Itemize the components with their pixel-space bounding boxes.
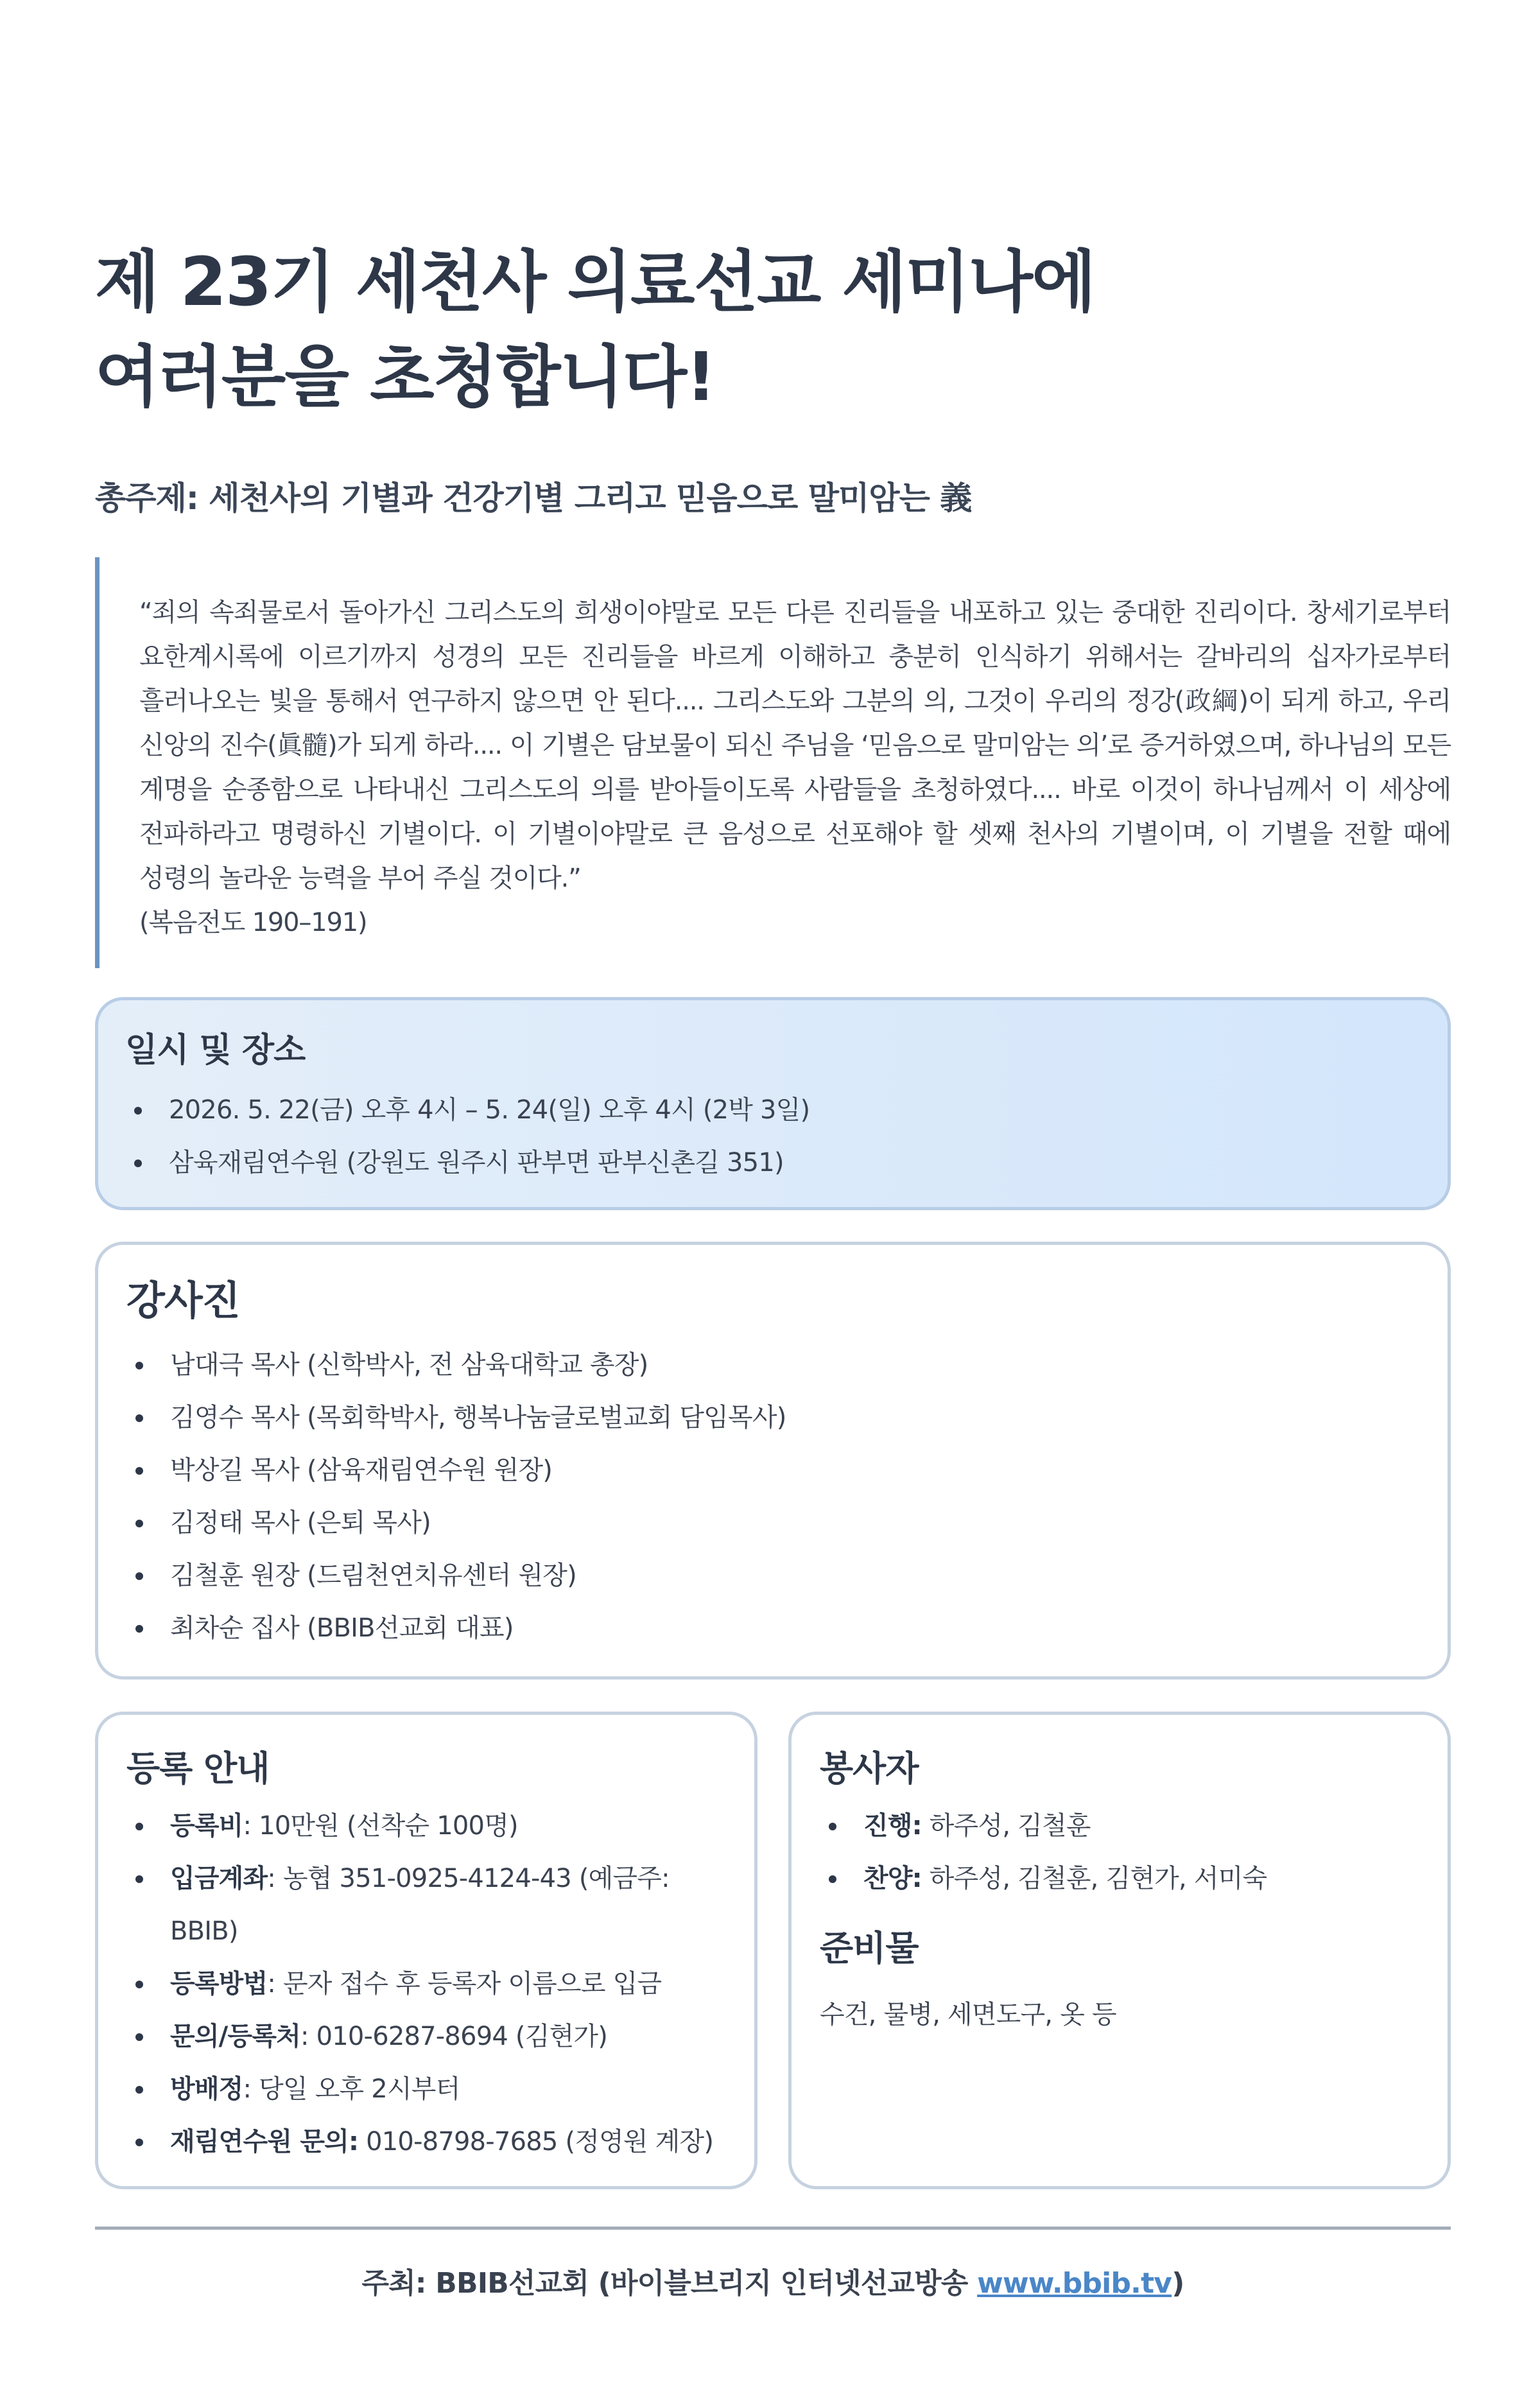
item-label: 문의/등록처 [170, 2022, 301, 2051]
item-label: 재림연수원 문의: [170, 2127, 359, 2157]
list-item [820, 1800, 1448, 1852]
footer-organizer: 주최: BBIB선교회 (바이블브리지 인터넷선교방송 [361, 2267, 978, 2300]
list-item: 최차순 집사 (BBIB선교회 대표) [126, 1602, 1448, 1654]
page-title [95, 234, 1095, 424]
registration-card [95, 1712, 757, 2189]
speakers-card [95, 1242, 1451, 1680]
website-link[interactable]: www.bbib.tv [977, 2267, 1172, 2300]
main-theme: 총주제: 세천사의 기별과 건강기별 그리고 믿음으로 말미암는 義 [95, 480, 972, 517]
supplies-text: 수건, 물병, 세면도구, 옷 등 [820, 2000, 1116, 2029]
list-item: 김영수 목사 (목회학박사, 행복나눔글로벌교회 담임목사) [126, 1391, 1448, 1444]
item-value: : 농협 351-0925-4124-43 (예금주: BBIB) [170, 1864, 670, 1946]
scripture-quote [95, 557, 1451, 968]
item-label: 방배정 [170, 2074, 243, 2104]
list-item: 박상길 목사 (삼육재림연수원 원장) [126, 1444, 1448, 1497]
list-item [126, 1800, 754, 1852]
item-label: 입금계좌 [170, 1864, 268, 1893]
item-label: 찬양: [863, 1864, 922, 1893]
item-value: : 10만원 (선착순 100명) [243, 1811, 518, 1841]
list-item [126, 2115, 754, 2168]
schedule-heading: 일시 및 장소 [125, 1031, 306, 1070]
supplies-heading: 준비물 [820, 1928, 919, 1968]
item-label: 진행: [863, 1811, 922, 1841]
list-item: 남대극 목사 (신학박사, 전 삼육대학교 총장) [126, 1339, 1448, 1391]
volunteers-heading: 봉사자 [820, 1748, 919, 1789]
item-value: : 010-6287-8694 (김현가) [300, 2022, 608, 2051]
list-item [126, 1852, 754, 1958]
list-item: 김정태 목사 (은퇴 목사) [126, 1497, 1448, 1549]
item-label: 등록방법 [170, 1969, 268, 1999]
list-item [126, 1958, 754, 2010]
footer [95, 2260, 1451, 2301]
item-value: : 당일 오후 2시부터 [243, 2074, 460, 2104]
volunteers-card [788, 1712, 1451, 2189]
item-value: : 문자 접수 후 등록자 이름으로 입금 [267, 1969, 662, 1999]
volunteers-list [820, 1800, 1448, 1905]
schedule-venue: 삼육재림연수원 (강원도 원주시 판부면 판부신촌길 351) [125, 1136, 1448, 1189]
item-value: 010-8798-7685 (정영원 계장) [358, 2127, 714, 2157]
speakers-heading: 강사진 [126, 1277, 240, 1324]
registration-list [126, 1800, 754, 2168]
footer-suffix: ) [1172, 2267, 1184, 2300]
item-label: 등록비 [170, 1811, 243, 1841]
schedule-list [125, 1084, 1448, 1189]
quote-source: (복음전도 190–191) [139, 908, 367, 937]
schedule-date: 2026. 5. 22(금) 오후 4시 – 5. 24(일) 오후 4시 (2박 3일) [125, 1084, 1448, 1136]
schedule-card [95, 997, 1451, 1210]
item-value: 하주성, 김철훈 [921, 1811, 1091, 1841]
list-item [820, 1852, 1448, 1905]
quote-text: “죄의 속죄물로서 돌아가신 그리스도의 희생이야말로 모든 다른 진리들을 내포하고 있는 중대한 진리이다. 창세기로부터 요한계시록에 이르기까지 성경의 모든 진리들을 바르게 이해하고 충분히 인식하기 위해서는 갈바리의 십자가로부터 흘러나오는 빛을 통해서 연구하지 않으면 안 된다.... 그리스도와 그분의 의, 그것이 우리의 정강(政綱)이 되게 하고, 우리 신앙의 진수(眞髓)가 되게 하라.... 이 기별은 담보물이 되신 주님을 ‘믿음으로 말미암는 의’로 증거하였으며, 하나님의 모든 계명을 순종함으로 나타내신 그리스도의 의를 받아들이도록 사람들을 초청하였다.... 바로 이것이 하나님께서 이 세상에 전파하라고 명령하신 기별이다. 이 기별이야말로 큰 음성으로 선포해야 할 셋째 천사의 기별이며, 이 기별을 전할 때에 성령의 놀라운 능력을 부어 주실 것이다.” [139, 598, 1451, 893]
list-item [126, 2063, 754, 2115]
item-value: 하주성, 김철훈, 김현가, 서미숙 [921, 1864, 1267, 1893]
speakers-list [126, 1339, 1448, 1654]
title-line-1: 제 23기 세천사 의료선교 세미나에 [95, 243, 1095, 321]
list-item [126, 2010, 754, 2063]
footer-divider [95, 2227, 1451, 2230]
registration-heading: 등록 안내 [126, 1748, 270, 1789]
title-line-2: 여러분을 초청합니다! [95, 338, 715, 416]
list-item: 김철훈 원장 (드림천연치유센터 원장) [126, 1549, 1448, 1602]
